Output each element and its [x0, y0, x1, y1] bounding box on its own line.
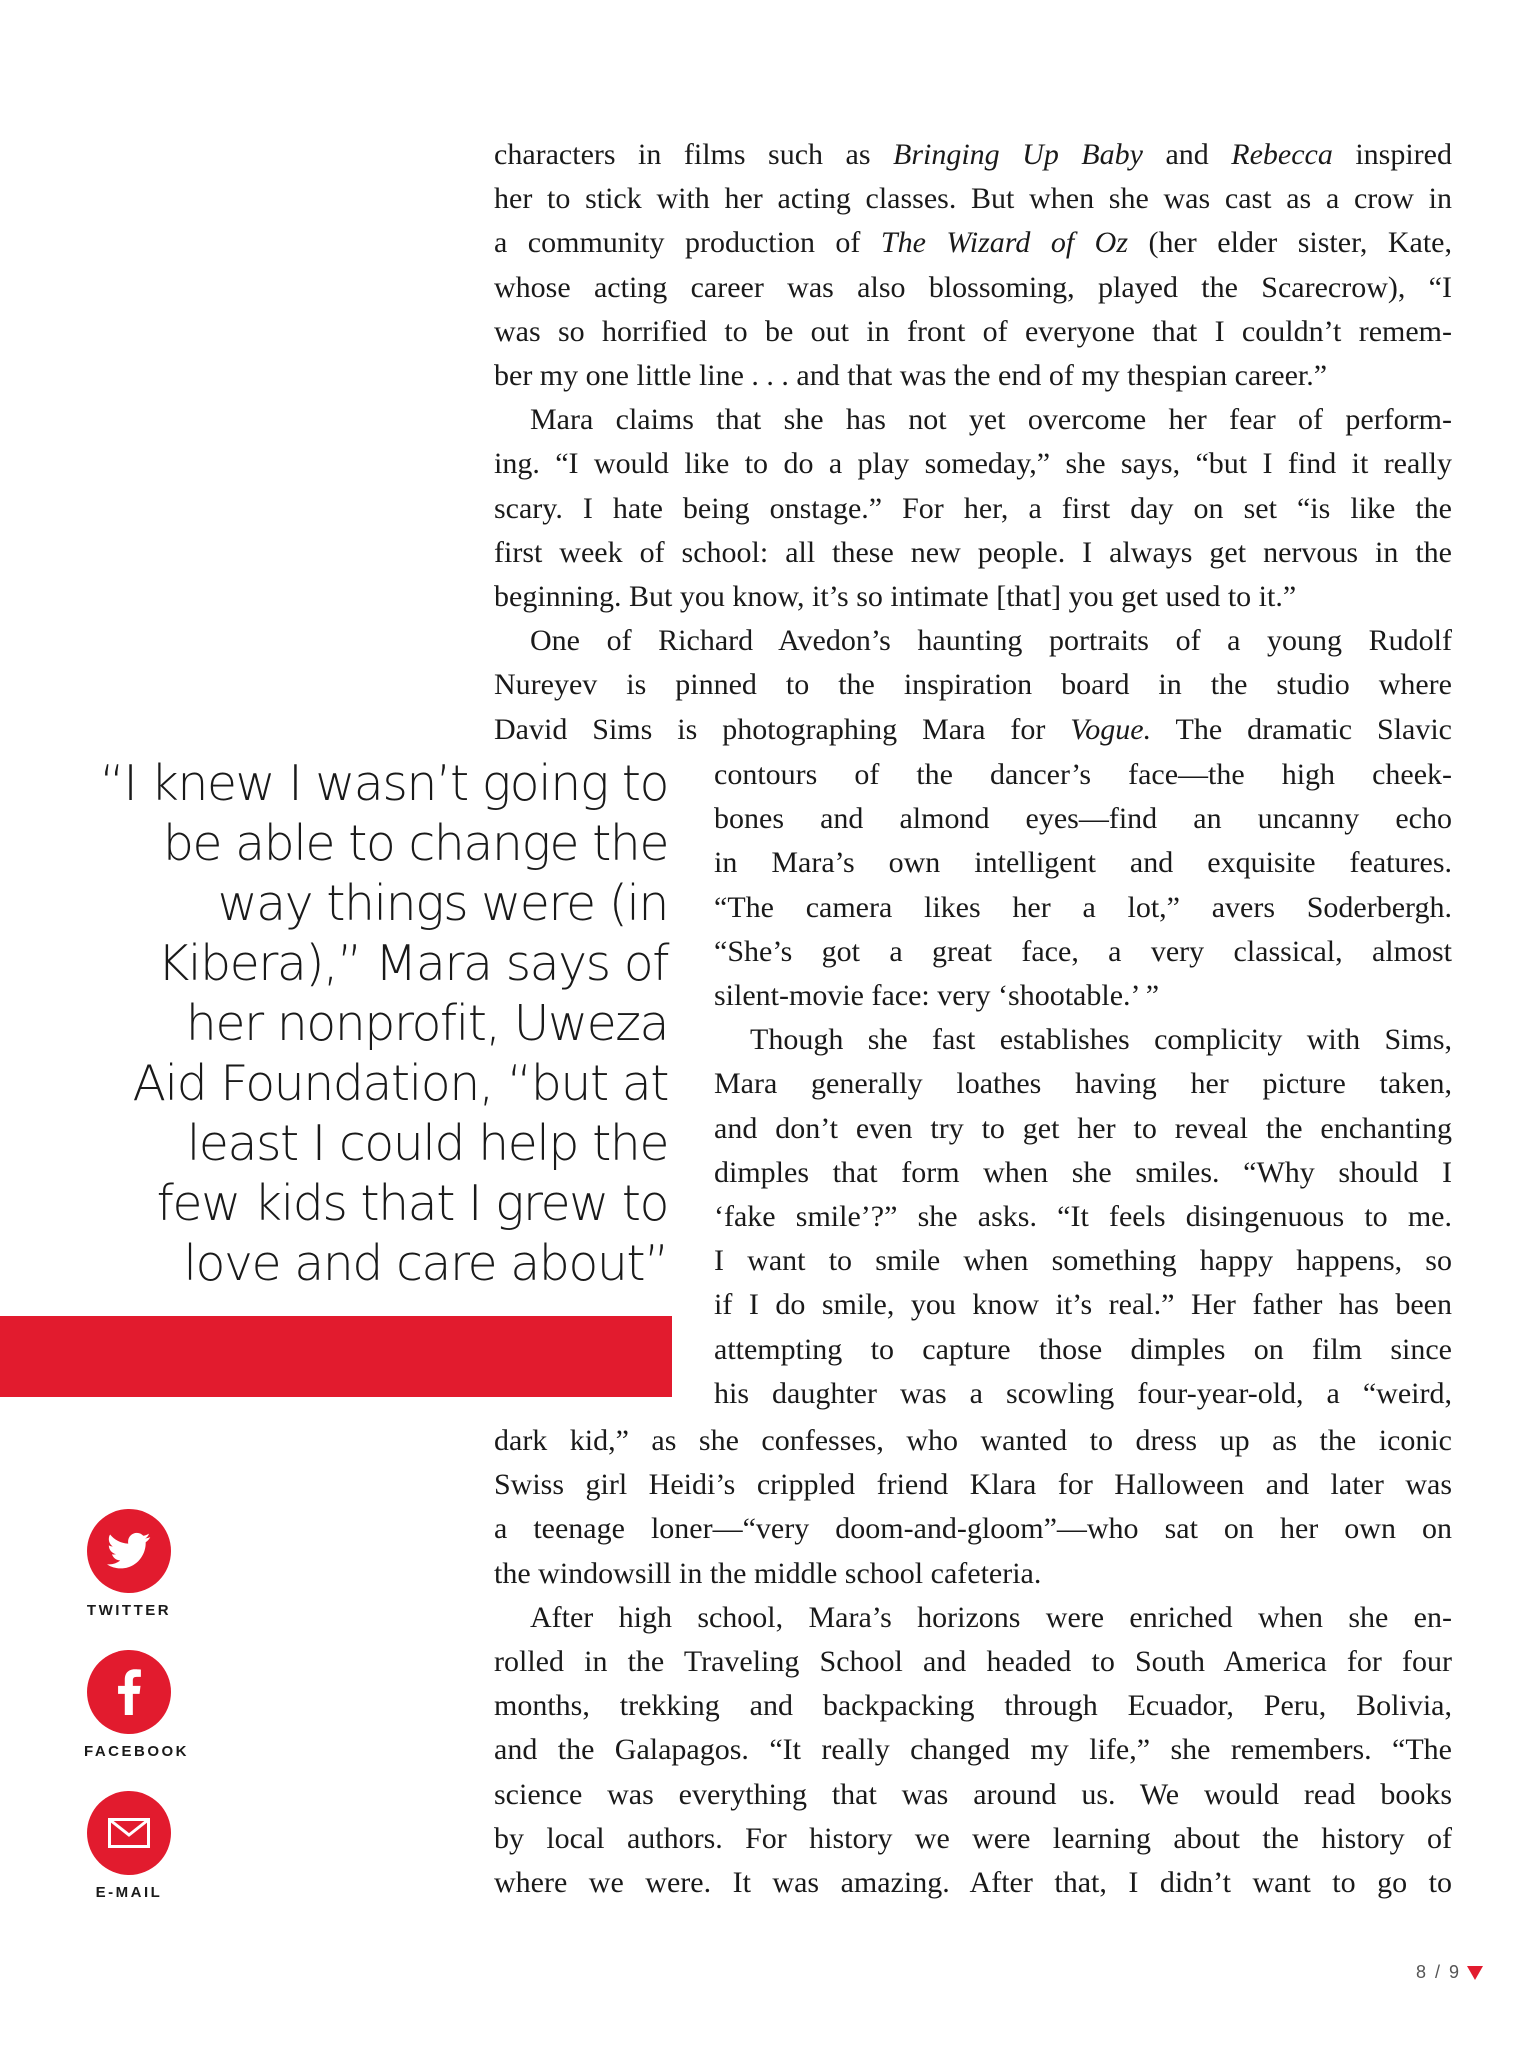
twitter-bird-icon	[107, 1531, 151, 1571]
text-line: a community production of The Wizard of Oz (her elder sister, Kate,	[494, 226, 1452, 260]
text-line: and don’t even try to get her to reveal the enchanting	[714, 1111, 1452, 1145]
text-line: her to stick with her acting classes. But when she was cast as a crow in	[494, 182, 1452, 216]
text-line: “She’s got a great face, a very classical, almost	[714, 934, 1452, 968]
text-line: beginning. But you know, it’s so intimate [that] you get used to it.”	[494, 580, 1297, 614]
text-line: was so horrified to be out in front of everyone that I couldn’t remem-	[494, 314, 1452, 348]
twitter-share[interactable]	[84, 1509, 174, 1619]
pull-quote	[80, 754, 668, 1294]
text-line: contours of the dancer’s face—the high cheek-	[714, 758, 1452, 791]
pull-quote-line: “I knew I wasn’t going to	[99, 755, 668, 812]
text-line: Nureyev is pinned to the inspiration board in the studio where	[494, 668, 1452, 702]
text-line: David Sims is photographing Mara for Vogue. The dramatic Slavic	[494, 712, 1452, 746]
paragraph	[494, 398, 1452, 619]
pull-quote-line: way things were (in	[217, 875, 668, 932]
facebook-share[interactable]	[84, 1650, 190, 1760]
twitter-label: TWITTER	[86, 1602, 172, 1619]
text-line: ber my one little line . . . and that was the end of my thespian career.”	[494, 359, 1328, 393]
paragraph	[494, 1419, 1452, 1596]
text-line: characters in films such as Bringing Up Baby and Rebecca inspired	[494, 138, 1452, 171]
article-body-narrow	[714, 753, 1452, 1416]
text-line: in Mara’s own intelligent and exquisite features.	[714, 846, 1452, 880]
text-line: first week of school: all these new people. I always get nervous in the	[494, 535, 1452, 569]
paragraph	[494, 1596, 1452, 1905]
twitter-button[interactable]	[87, 1509, 171, 1593]
text-line: After high school, Mara’s horizons were enriched when she en-	[530, 1600, 1452, 1634]
article-body-bottom	[494, 1419, 1452, 1905]
text-line: by local authors. For history we were learning about the history of	[494, 1821, 1452, 1855]
paragraph	[714, 1018, 1452, 1416]
envelope-icon	[108, 1818, 150, 1848]
text-line: and the Galapagos. “It really changed my life,” she remembers. “The	[494, 1733, 1452, 1767]
facebook-label: FACEBOOK	[84, 1743, 190, 1760]
page-indicator	[1416, 1962, 1483, 1983]
pull-quote-line: few kids that I grew to	[156, 1175, 668, 1232]
text-line: the windowsill in the middle school cafeteria.	[494, 1556, 1042, 1590]
text-line: dark kid,” as she confesses, who wanted to dress up as the iconic	[494, 1424, 1452, 1457]
text-line: bones and almond eyes—find an uncanny echo	[714, 802, 1452, 836]
pull-quote-line: Kibera),” Mara says of	[157, 935, 668, 992]
pull-quote-line: love and care about”	[183, 1235, 668, 1292]
text-line: ing. “I would like to do a play someday,” she says, “but I find it really	[494, 447, 1452, 481]
text-line: whose acting career was also blossoming, played the Scarecrow), “I	[494, 270, 1452, 304]
page-number: 8 / 9	[1415, 1962, 1461, 1982]
facebook-f-icon	[117, 1669, 141, 1715]
paragraph	[494, 133, 1452, 398]
text-line: science was everything that was around us. We would read books	[494, 1777, 1452, 1811]
text-line: Though she fast establishes complicity with Sims,	[750, 1023, 1452, 1057]
text-line: Swiss girl Heidi’s crippled friend Klara for Halloween and later was	[494, 1468, 1452, 1502]
text-line: rolled in the Traveling School and headed to South America for four	[494, 1645, 1452, 1679]
text-line: his daughter was a scowling four-year-old, a “weird,	[714, 1376, 1452, 1410]
text-line: One of Richard Avedon’s haunting portraits of a young Rudolf	[530, 624, 1452, 658]
text-line: a teenage loner—“very doom-and-gloom”—who sat on her own on	[494, 1512, 1452, 1546]
article-body-top	[494, 133, 1452, 752]
text-line: where we were. It was amazing. After that, I didn’t want to go to	[494, 1866, 1452, 1900]
text-line: ‘fake smile’?” she asks. “It feels disingenuous to me.	[714, 1200, 1452, 1234]
pull-quote-line: Aid Foundation, “but at	[132, 1055, 668, 1112]
paragraph	[714, 753, 1452, 1018]
text-line: silent-movie face: very ‘shootable.’ ”	[714, 979, 1160, 1013]
pull-quote-line: her nonprofit, Uweza	[185, 995, 668, 1052]
pull-quote-line: be able to change the	[162, 815, 668, 872]
text-line: “The camera likes her a lot,” avers Soderbergh.	[714, 890, 1452, 924]
text-line: dimples that form when she smiles. “Why should I	[714, 1155, 1452, 1189]
pull-quote-line: least I could help the	[186, 1115, 668, 1172]
email-label: E-MAIL	[95, 1884, 163, 1901]
email-share[interactable]	[84, 1791, 174, 1901]
email-button[interactable]	[87, 1791, 171, 1875]
text-line: months, trekking and backpacking through Ecuador, Peru, Bolivia,	[494, 1689, 1452, 1723]
text-line: scary. I hate being onstage.” For her, a first day on set “is like the	[494, 491, 1452, 525]
next-page-arrow-icon[interactable]	[1467, 1966, 1483, 1980]
accent-bar	[0, 1316, 672, 1397]
text-line: if I do smile, you know it’s real.” Her father has been	[714, 1288, 1452, 1322]
text-line: Mara claims that she has not yet overcome her fear of perform-	[530, 403, 1452, 437]
text-line: I want to smile when something happy happens, so	[714, 1244, 1452, 1278]
facebook-button[interactable]	[87, 1650, 171, 1734]
paragraph	[494, 619, 1452, 752]
text-line: Mara generally loathes having her picture taken,	[714, 1067, 1452, 1101]
text-line: attempting to capture those dimples on film since	[714, 1332, 1452, 1366]
